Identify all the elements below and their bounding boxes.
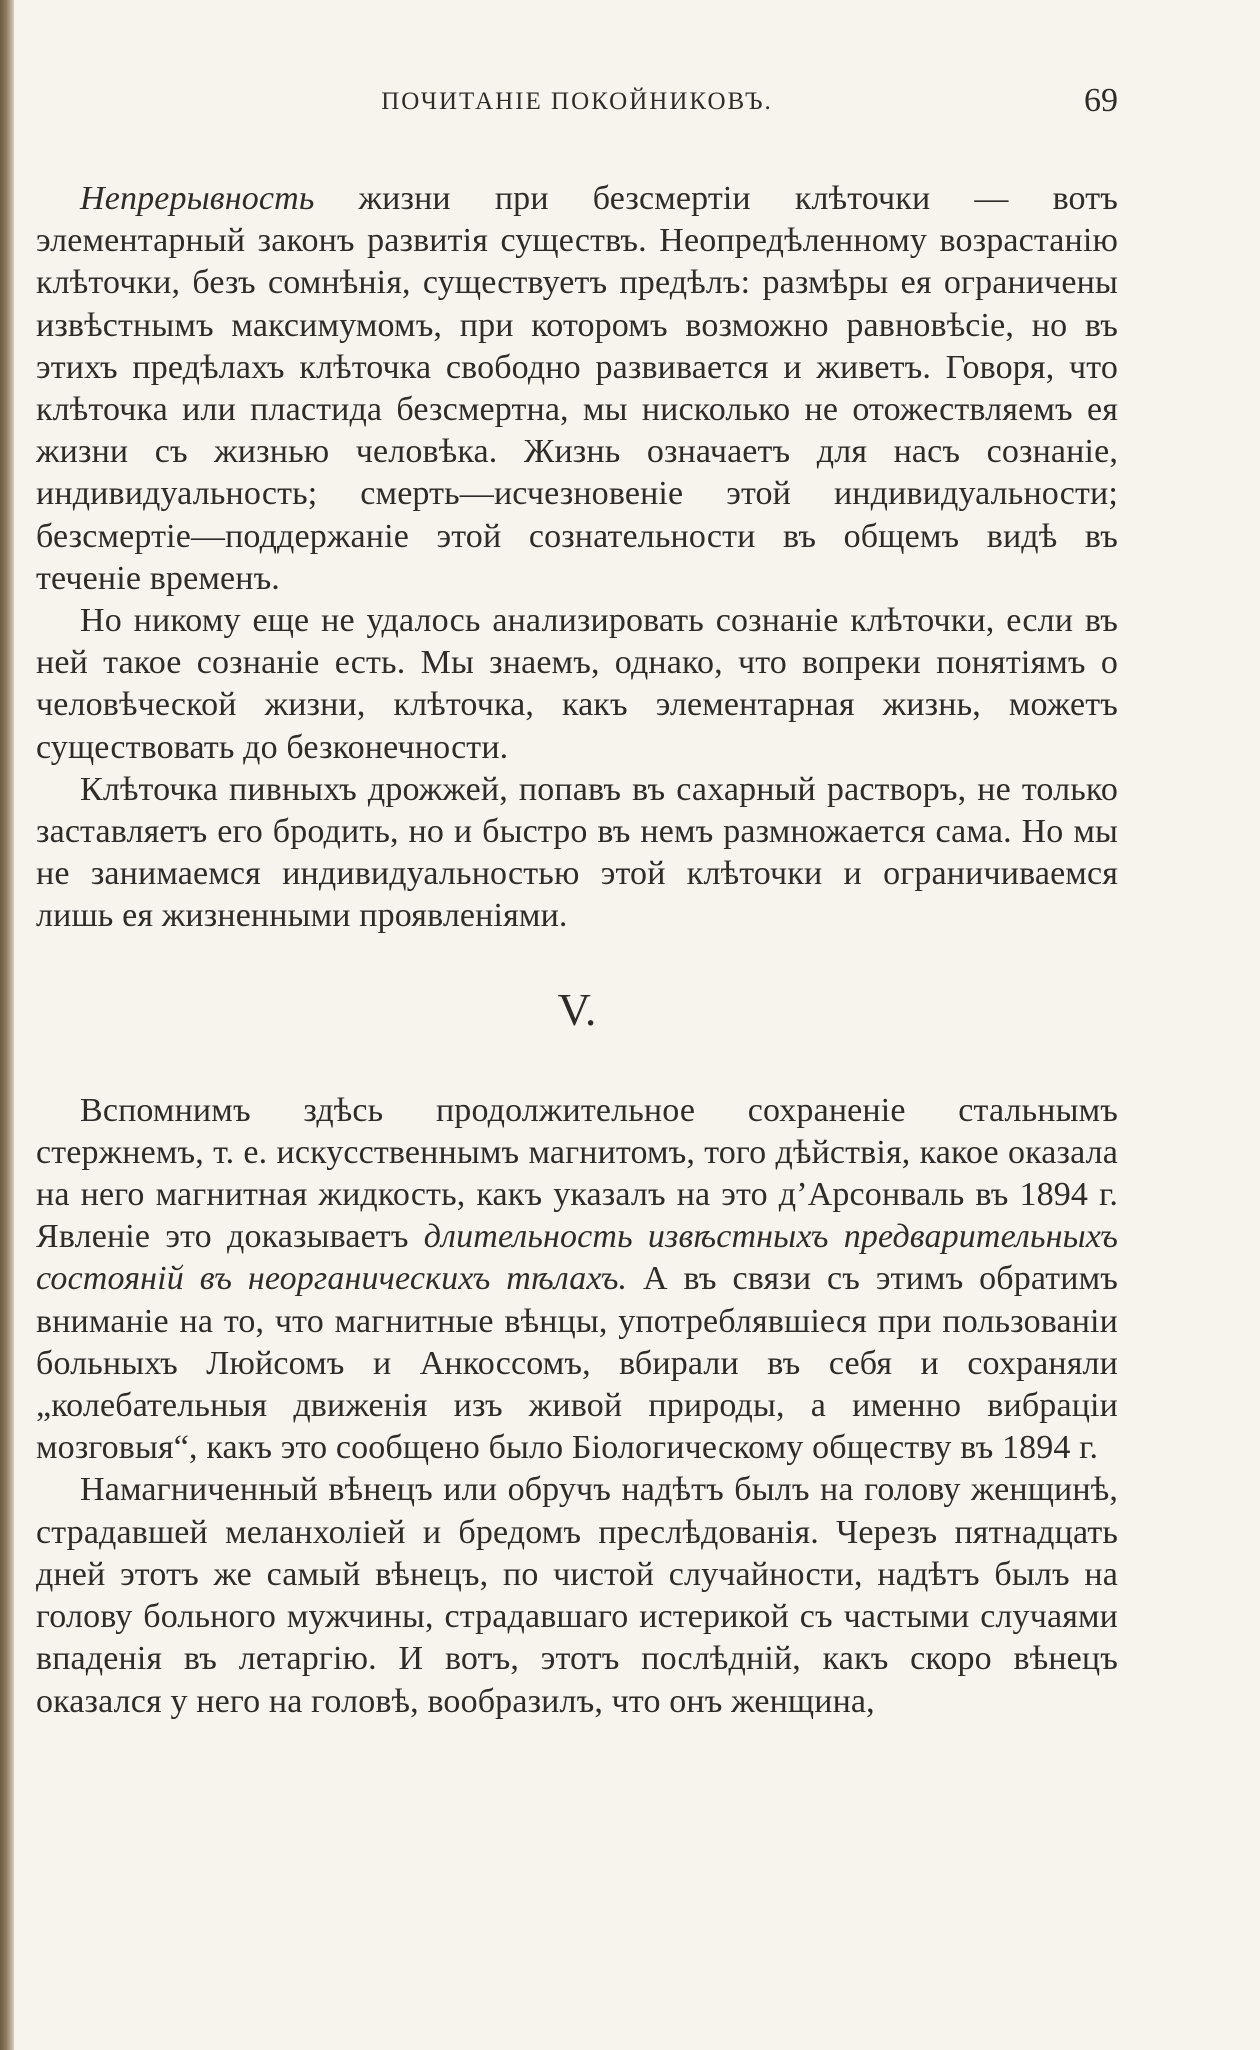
emphasis-continuity: Непрерывность <box>80 180 315 217</box>
paragraph-4-text-after: А въ связи съ этимъ обратимъ вниманіе на то, что магнитные вѣнцы, употреблявшіеся при пользованіи больныхъ Люйсомъ и Анкоссомъ, вбирали въ себя и сохраняли „колебательныя движенія изъ живой природы, а именно вибраціи мозговыя“, какъ это сообщено было Біологическому обществу въ 1894 г. <box>36 1260 1118 1467</box>
paragraph-1-text: жизни при безсмертіи клѣточки — вотъ элементарный законъ развитія существъ. Неопредѣленному возрастанію клѣточки, безъ сомнѣнія, существуетъ предѣлъ: размѣры ея ограничены извѣстнымъ максимумомъ, при которомъ возможно равновѣсіе, но въ этихъ предѣлахъ клѣточка свободно развивается и живетъ. Говоря, что клѣточка или пластида безсмертна, мы нисколько не отожествляемъ ея жизни съ жизнью человѣка. Жизнь означаетъ для насъ сознаніе, индивидуальность; смерть—исчезновеніе этой индивидуальности; безсмертіе—поддержаніе этой сознательности въ общемъ видѣ въ теченіе временъ. <box>36 180 1118 597</box>
paragraph-1 <box>36 178 1118 600</box>
running-header <box>36 82 1118 122</box>
section-heading: V. <box>557 983 597 1035</box>
book-spine-shadow <box>0 0 14 2050</box>
paragraph-4 <box>36 1090 1118 1470</box>
paragraph-5: Намагниченный вѣнецъ или обручъ надѣтъ былъ на голову женщинѣ, страдавшей меланхоліей и бредомъ преслѣдованія. Черезъ пятнадцать дней этотъ же самый вѣнецъ, по чистой случайности, надѣтъ былъ на голову больного мужчины, страдавшаго истерикой съ частыми случаями впаденія въ летаргію. И вотъ, этотъ послѣдній, какъ скоро вѣнецъ оказался у него на головѣ, вообразилъ, что онъ женщина, <box>36 1471 1118 1720</box>
page-number: 69 <box>1084 82 1118 119</box>
paragraph-2: Но никому еще не удалось анализировать сознаніе клѣточки, если въ ней такое сознаніе есть. Мы знаемъ, однако, что вопреки понятіямъ о человѣческой жизни, клѣточка, какъ элементарная жизнь, можетъ существовать до безконечности. <box>36 602 1118 766</box>
paragraph-4-text-before: Вспомнимъ здѣсь продолжительное сохраненіе стальнымъ стержнемъ, т. е. искусственнымъ магнитомъ, того дѣйствія, какое оказала на него магнитная жидкость, какъ указалъ на это д’Арсонваль въ 1894 г. Явленіе это доказываетъ <box>36 1091 1118 1256</box>
running-title: ПОЧИТАНІЕ ПОКОЙНИКОВЪ. <box>381 88 773 115</box>
book-page <box>36 82 1118 1723</box>
paragraph-3: Клѣточка пивныхъ дрожжей, попавъ въ сахарный растворъ, не только заставляетъ его бродить, но и быстро въ немъ размножается сама. Но мы не занимаемся индивидуальностью этой клѣточки и ограничиваемся лишь ея жизненными проявленіями. <box>36 770 1118 935</box>
emphasis-duration: длительность извѣстныхъ предварительныхъ состояній въ неорганическихъ тѣлахъ. <box>36 1218 1118 1298</box>
